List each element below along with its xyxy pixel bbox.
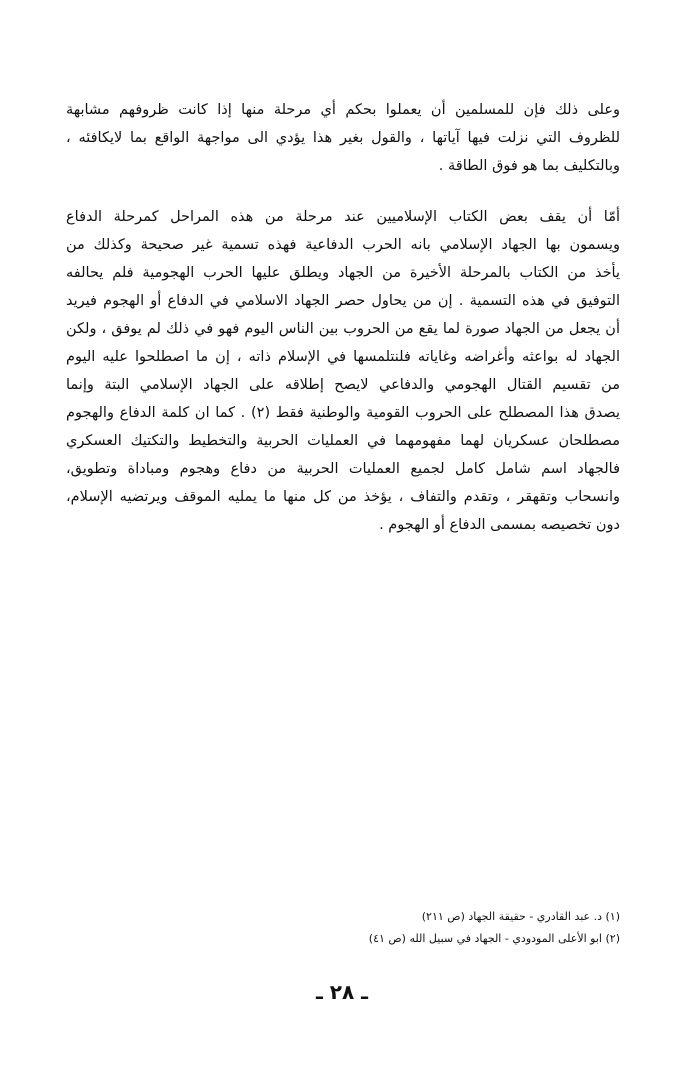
text-line: التوفيق في هذه التسمية . إن من يحاول حصر الجهاد الاسلامي في الدفاع أو الهجوم فيريد xyxy=(66,293,620,309)
text-line: فالجهاد اسم شامل كامل لجميع العمليات الحربية من دفاع وهجوم ومباداة وتطويق، xyxy=(66,461,620,477)
text-line: الجهاد له بواعثه وأغراضه وغاياته فلنتلمسها في الإسلام ذاته ، إن ما اصطلحوا عليه اليوم xyxy=(66,349,620,365)
text-line: يصدق هذا المصطلح على الحروب القومية والوطنية فقط (٢) . كما ان كلمة الدفاع والهجوم xyxy=(66,405,620,421)
text-line: ويسمون بها الجهاد الإسلامي بانه الحرب الدفاعية فهذه تسمية غير صحيحة وكذلك من xyxy=(66,237,620,253)
page-number: ـ ٢٨ ـ xyxy=(315,980,369,1004)
footnotes xyxy=(66,906,620,950)
text-line: مصطلحان عسكريان لهما مفهومهما في العمليات الحربية والتخطيط والتكتيك العسكري xyxy=(66,433,620,449)
text-line: أمّا أن يقف بعض الكتاب الإسلاميين عند مرحلة من هذه المراحل كمرحلة الدفاع xyxy=(66,209,620,225)
text-line: أن يجعل من الجهاد صورة لما يقع من الحروب بين الناس اليوم فهو في ذلك لم يوفق ، ولكن xyxy=(66,321,620,337)
text-line: وانسحاب وتقهقر ، وتقدم والتفاف ، يؤخذ من كل منها ما يمليه الموقف ويرتضيه الإسلام، xyxy=(66,489,620,505)
footnote-1: (١) د. عبد القادري - حقيقة الجهاد (ص ٢١١) xyxy=(421,910,620,923)
text-line: للظروف التي نزلت فيها آياتها ، والقول بغير هذا يؤدي الى مواجهة الواقع بما لايكافئه ، xyxy=(66,130,620,146)
text-line: من تقسيم القتال الهجومي والدفاعي لايصح إطلاقه على الجهاد الإسلامي البتة وإنما xyxy=(66,377,620,393)
paragraph-1 xyxy=(66,96,620,180)
text-line: وعلى ذلك فإن للمسلمين أن يعملوا بحكم أي مرحلة منها إذا كانت ظروفهم مشابهة xyxy=(66,102,620,118)
footnote-2: (٢) ابو الأعلى المودودي - الجهاد في سبيل الله (ص ٤١) xyxy=(368,932,620,945)
text-line: وبالتكليف بما هو فوق الطاقة . xyxy=(438,158,620,174)
text-line: يأخذ من الكتاب بالمرحلة الأخيرة من الجهاد ويطلق عليها الحرب الهجومية فلم يحالفه xyxy=(66,265,620,281)
text-line: دون تخصيصه بمسمى الدفاع أو الهجوم . xyxy=(379,517,620,533)
paragraph-2 xyxy=(66,203,620,539)
